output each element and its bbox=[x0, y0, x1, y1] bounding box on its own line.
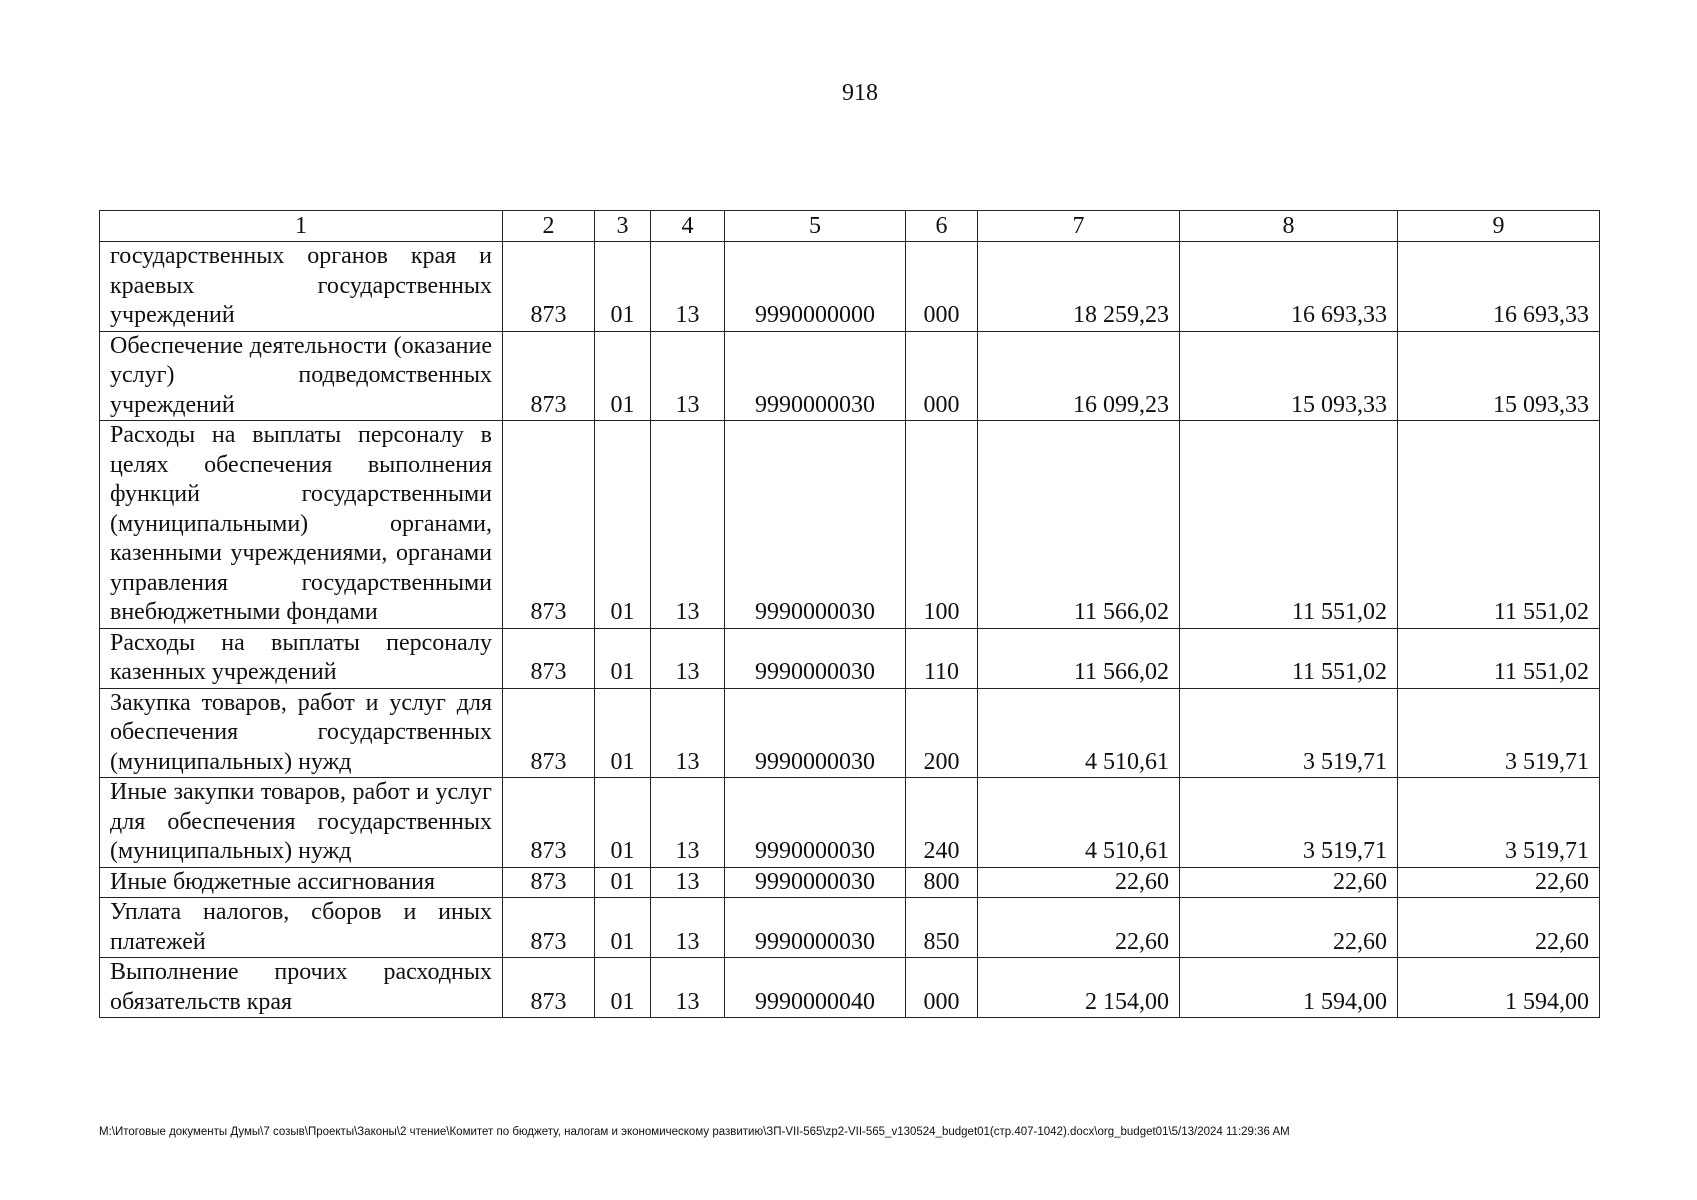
column-header: 5 bbox=[725, 211, 906, 242]
cell-col5: 9990000030 bbox=[725, 898, 906, 958]
cell-col7: 2 154,00 bbox=[978, 958, 1180, 1018]
cell-col5: 9990000030 bbox=[725, 331, 906, 421]
cell-col7: 4 510,61 bbox=[978, 778, 1180, 868]
cell-col3: 01 bbox=[595, 778, 651, 868]
cell-col9: 15 093,33 bbox=[1398, 331, 1600, 421]
cell-col7: 16 099,23 bbox=[978, 331, 1180, 421]
cell-col5: 9990000030 bbox=[725, 628, 906, 688]
cell-col8: 22,60 bbox=[1180, 898, 1398, 958]
table-row bbox=[100, 331, 1600, 421]
cell-col4: 13 bbox=[651, 421, 725, 629]
cell-col9: 11 551,02 bbox=[1398, 628, 1600, 688]
table-row bbox=[100, 958, 1600, 1018]
table-body bbox=[100, 242, 1600, 1018]
cell-col5: 9990000030 bbox=[725, 688, 906, 778]
cell-col5: 9990000040 bbox=[725, 958, 906, 1018]
cell-col3: 01 bbox=[595, 628, 651, 688]
cell-col2: 873 bbox=[503, 778, 595, 868]
cell-col2: 873 bbox=[503, 242, 595, 332]
cell-col4: 13 bbox=[651, 898, 725, 958]
cell-col5: 9990000030 bbox=[725, 421, 906, 629]
cell-col6: 100 bbox=[906, 421, 978, 629]
cell-col8: 1 594,00 bbox=[1180, 958, 1398, 1018]
budget-table bbox=[99, 210, 1600, 1018]
cell-col9: 11 551,02 bbox=[1398, 421, 1600, 629]
table-row bbox=[100, 628, 1600, 688]
cell-col8: 15 093,33 bbox=[1180, 331, 1398, 421]
cell-col7: 4 510,61 bbox=[978, 688, 1180, 778]
cell-col9: 3 519,71 bbox=[1398, 688, 1600, 778]
cell-col2: 873 bbox=[503, 867, 595, 898]
cell-col8: 3 519,71 bbox=[1180, 778, 1398, 868]
cell-col2: 873 bbox=[503, 688, 595, 778]
cell-col2: 873 bbox=[503, 421, 595, 629]
cell-col2: 873 bbox=[503, 898, 595, 958]
cell-col4: 13 bbox=[651, 688, 725, 778]
column-header: 3 bbox=[595, 211, 651, 242]
column-header: 7 bbox=[978, 211, 1180, 242]
cell-col5: 9990000000 bbox=[725, 242, 906, 332]
cell-col6: 800 bbox=[906, 867, 978, 898]
cell-col9: 22,60 bbox=[1398, 898, 1600, 958]
cell-col8: 11 551,02 bbox=[1180, 628, 1398, 688]
table-row bbox=[100, 242, 1600, 332]
cell-col7: 18 259,23 bbox=[978, 242, 1180, 332]
row-name-cell: Иные закупки товаров, работ и услуг для обеспечения государственных (муниципальных) нужд bbox=[100, 778, 503, 868]
cell-col6: 200 bbox=[906, 688, 978, 778]
table-row bbox=[100, 421, 1600, 629]
row-name-cell: Уплата налогов, сборов и иных платежей bbox=[100, 898, 503, 958]
row-name-cell: Закупка товаров, работ и услуг для обеспечения государственных (муниципальных) нужд bbox=[100, 688, 503, 778]
column-header: 4 bbox=[651, 211, 725, 242]
cell-col4: 13 bbox=[651, 242, 725, 332]
cell-col4: 13 bbox=[651, 867, 725, 898]
row-name-cell: Расходы на выплаты персоналу в целях обеспечения выполнения функций государственными (муниципальными) органами, казенными учреждениями, органами управления государственными внебюджетными фондами bbox=[100, 421, 503, 629]
cell-col6: 110 bbox=[906, 628, 978, 688]
column-header: 6 bbox=[906, 211, 978, 242]
cell-col6: 240 bbox=[906, 778, 978, 868]
column-header: 1 bbox=[100, 211, 503, 242]
cell-col9: 3 519,71 bbox=[1398, 778, 1600, 868]
cell-col8: 16 693,33 bbox=[1180, 242, 1398, 332]
cell-col3: 01 bbox=[595, 421, 651, 629]
cell-col7: 11 566,02 bbox=[978, 421, 1180, 629]
cell-col3: 01 bbox=[595, 688, 651, 778]
table-row bbox=[100, 898, 1600, 958]
cell-col7: 11 566,02 bbox=[978, 628, 1180, 688]
cell-col3: 01 bbox=[595, 331, 651, 421]
cell-col4: 13 bbox=[651, 628, 725, 688]
cell-col2: 873 bbox=[503, 958, 595, 1018]
cell-col3: 01 bbox=[595, 867, 651, 898]
cell-col6: 000 bbox=[906, 242, 978, 332]
cell-col4: 13 bbox=[651, 778, 725, 868]
header-row bbox=[100, 211, 1600, 242]
page-number: 918 bbox=[842, 80, 878, 106]
cell-col6: 000 bbox=[906, 958, 978, 1018]
table-row bbox=[100, 778, 1600, 868]
column-header: 2 bbox=[503, 211, 595, 242]
cell-col8: 11 551,02 bbox=[1180, 421, 1398, 629]
cell-col3: 01 bbox=[595, 242, 651, 332]
cell-col4: 13 bbox=[651, 958, 725, 1018]
cell-col9: 16 693,33 bbox=[1398, 242, 1600, 332]
cell-col4: 13 bbox=[651, 331, 725, 421]
cell-col6: 000 bbox=[906, 331, 978, 421]
cell-col3: 01 bbox=[595, 958, 651, 1018]
cell-col9: 22,60 bbox=[1398, 867, 1600, 898]
cell-col6: 850 bbox=[906, 898, 978, 958]
row-name-cell: Расходы на выплаты персоналу казенных учреждений bbox=[100, 628, 503, 688]
cell-col3: 01 bbox=[595, 898, 651, 958]
cell-col5: 9990000030 bbox=[725, 867, 906, 898]
row-name-cell: Обеспечение деятельности (оказание услуг) подведомственных учреждений bbox=[100, 331, 503, 421]
row-name-cell: государственных органов края и краевых государственных учреждений bbox=[100, 242, 503, 332]
footer-file-path: M:\Итоговые документы Думы\7 созыв\Проекты\Законы\2 чтение\Комитет по бюджету, налогам и экономическому развитию\ЗП-VII-565\zp2-VII-565_v130524_budget01(стр.407-1042).docx\org_budget01\5/13/2024 11:29:36 AM bbox=[99, 1126, 1290, 1138]
row-name-cell: Выполнение прочих расходных обязательств края bbox=[100, 958, 503, 1018]
table-row bbox=[100, 867, 1600, 898]
cell-col5: 9990000030 bbox=[725, 778, 906, 868]
cell-col9: 1 594,00 bbox=[1398, 958, 1600, 1018]
cell-col7: 22,60 bbox=[978, 898, 1180, 958]
cell-col2: 873 bbox=[503, 331, 595, 421]
column-header: 8 bbox=[1180, 211, 1398, 242]
row-name-cell: Иные бюджетные ассигнования bbox=[100, 867, 503, 898]
cell-col2: 873 bbox=[503, 628, 595, 688]
column-header: 9 bbox=[1398, 211, 1600, 242]
cell-col8: 22,60 bbox=[1180, 867, 1398, 898]
cell-col7: 22,60 bbox=[978, 867, 1180, 898]
cell-col8: 3 519,71 bbox=[1180, 688, 1398, 778]
table-row bbox=[100, 688, 1600, 778]
